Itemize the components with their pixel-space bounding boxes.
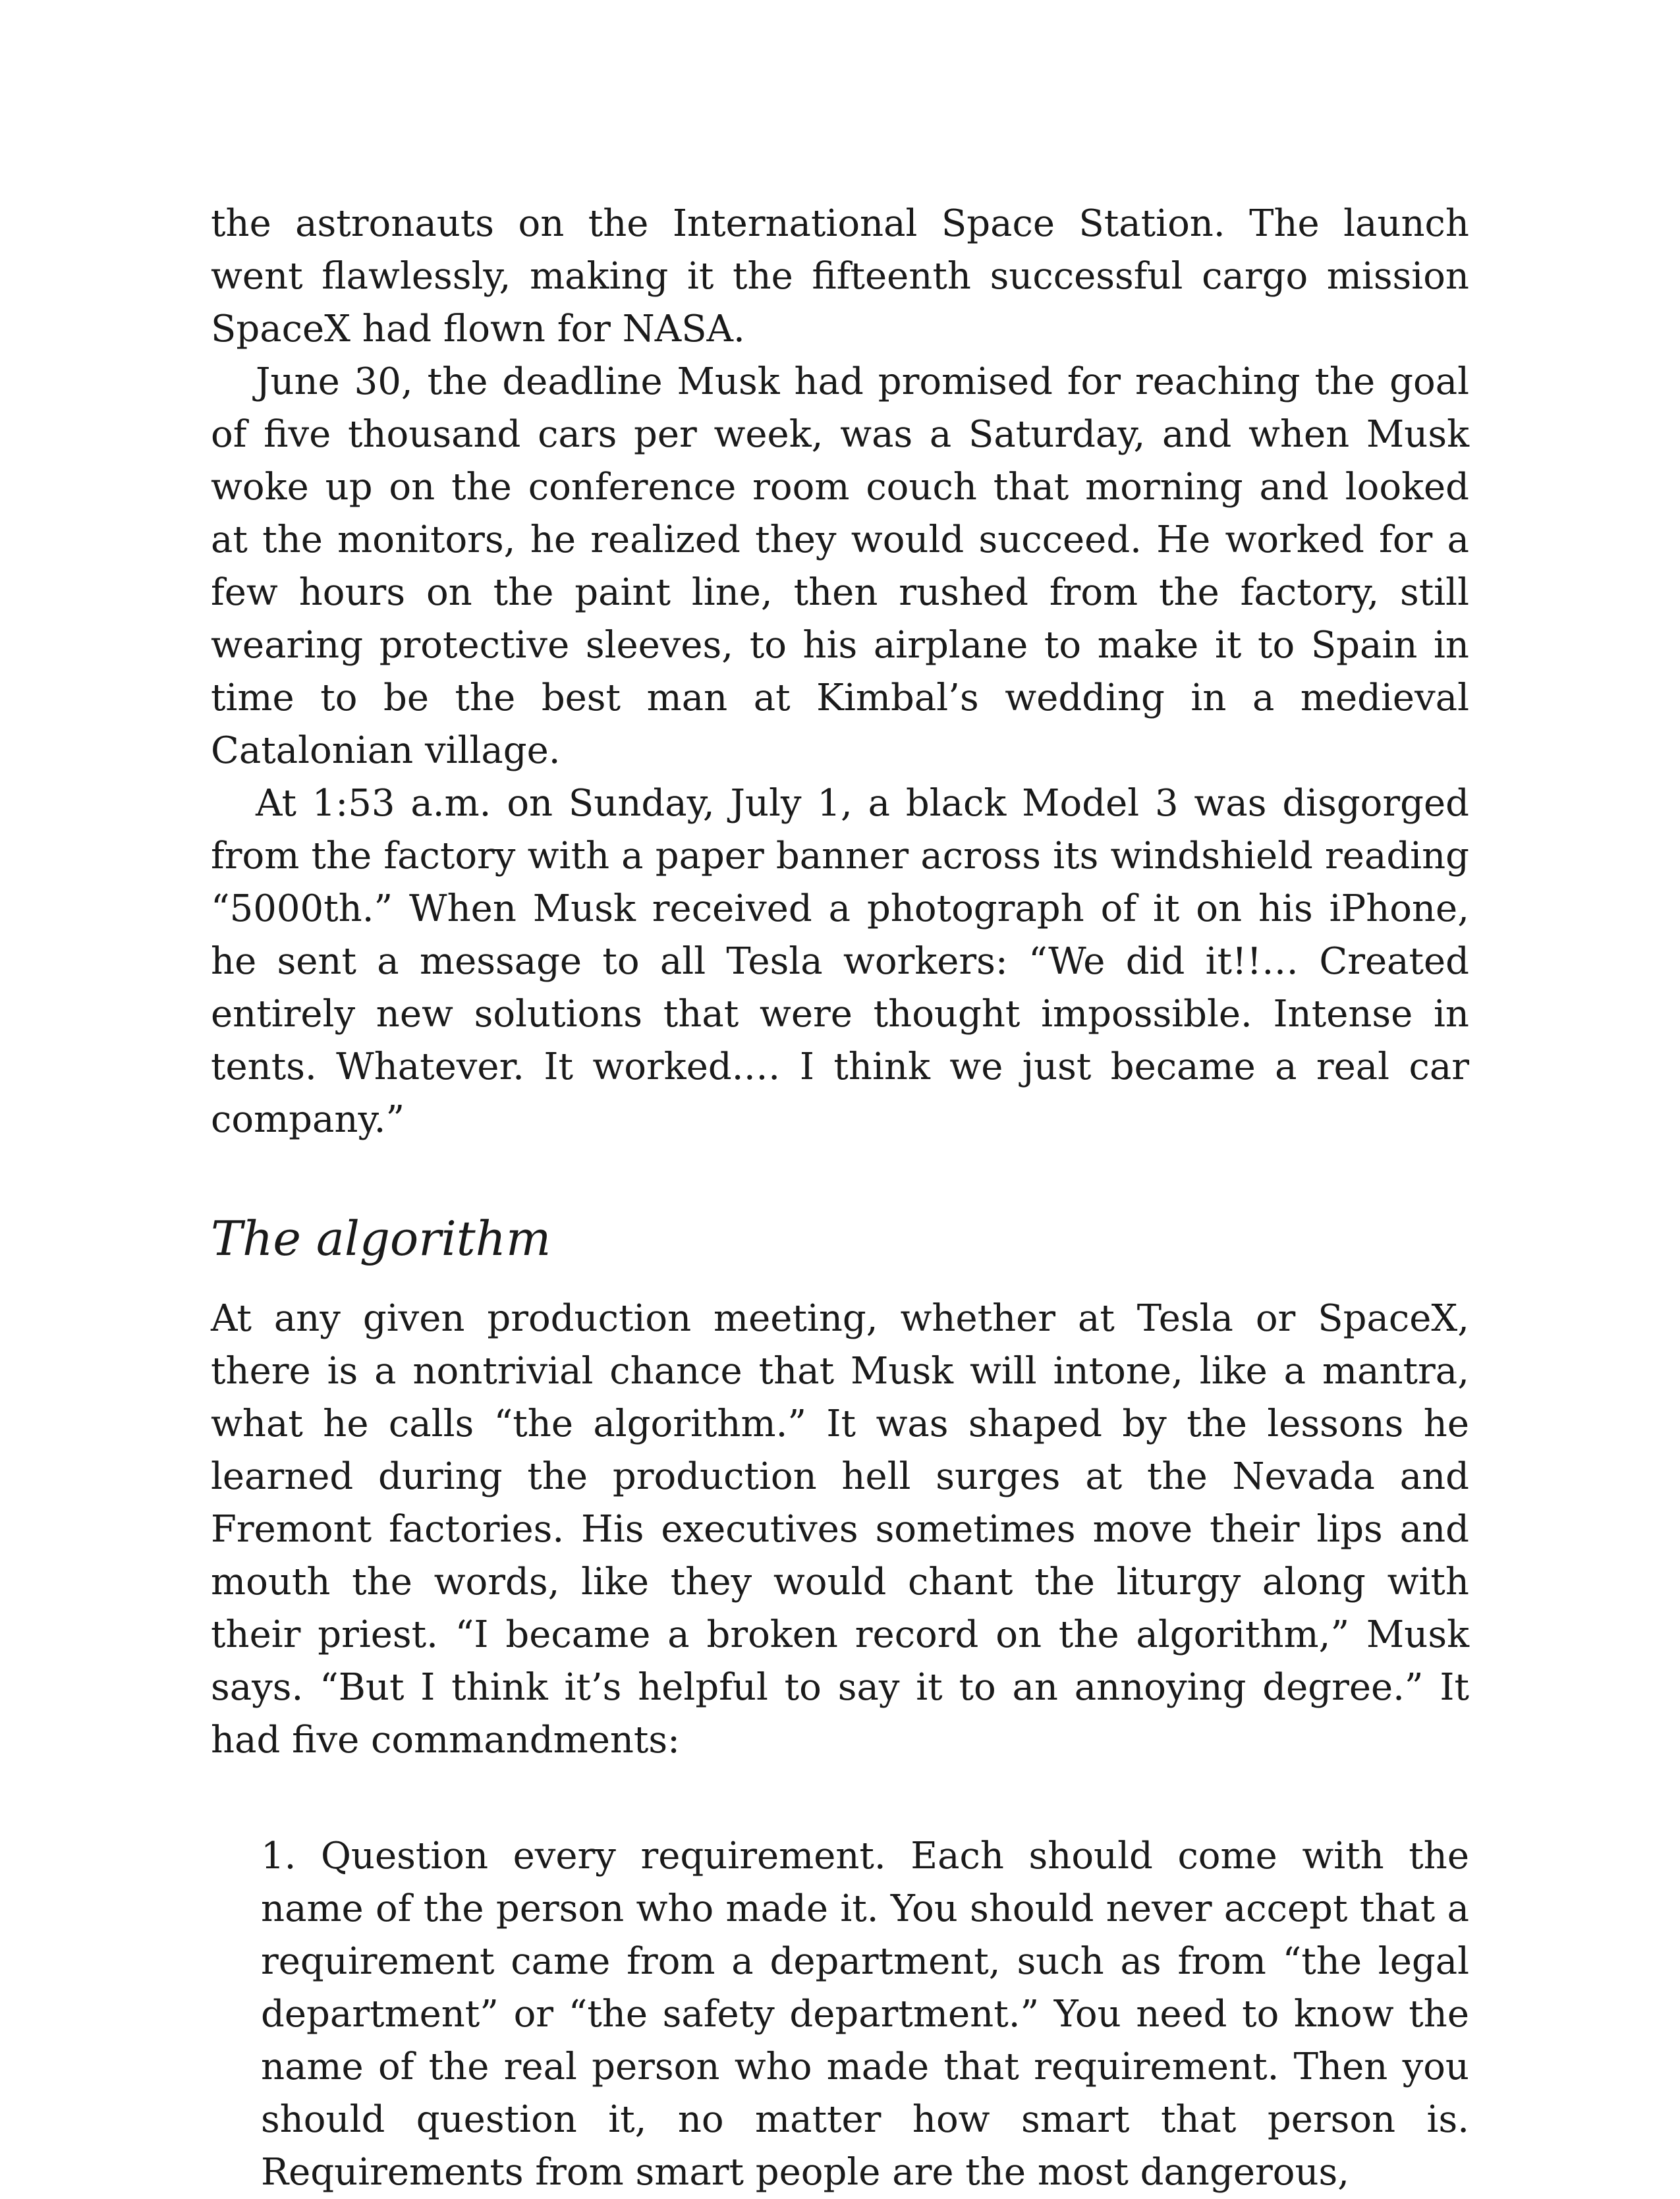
paragraph-algorithm-intro: At any given production meeting, whether at Tesla or SpaceX, there is a nontrivial chance that Musk will intone, like a mantra, what he calls “the algorithm.” It was shaped by the lessons he learned during the production hell surges at the Nevada and Fremont factories. His executives sometimes move their lips and mouth the words, like they would chant the liturgy along with their priest. “I became a broken record on the algorithm,” Musk says. “But I think it’s helpful to say it to an annoying degree.” It had five commandments: — [211, 1297, 1469, 1762]
list-item-1: 1. Question every requirement. Each should come with the name of the person who made it. You should never accept that a requirement came from a department, such as from “the legal department” or “the safety department.” You need to know the name of the real person who made that requirement. Then you should question it, no matter how smart that person is. Requirements from smart people are the most dangerous, — [261, 1835, 1469, 2194]
paragraph-july-1: At 1:53 a.m. on Sunday, July 1, a black Model 3 was disgorged from the factory with a paper banner across its windshield reading “5000th.” When Musk received a photograph of it on his iPhone, he sent a message to all Tesla workers: “We did it!!… Created entirely new solutions that were thought impossible. Intense in tents. Whatever. It worked.… I think we just became a real car company.” — [211, 782, 1469, 1141]
paragraph-june-30: June 30, the deadline Musk had promised for reaching the goal of five thousand cars per week, was a Saturday, and when Musk woke up on the conference room couch that morning and looked at the monitors, he realized they would succeed. He worked for a few hours on the paint line, then rushed from the factory, still wearing protective sleeves, to his airplane to make it to Spain in time to be the best man at Kimbal’s wedding in a medieval Catalonian village. — [211, 360, 1469, 772]
section-heading: The algorithm — [211, 1211, 551, 1266]
paragraph-continuation: the astronauts on the International Space Station. The launch went flawlessly, making it the fifteenth successful cargo mission SpaceX had flown for NASA. — [211, 202, 1469, 350]
document-page — [211, 198, 1469, 2199]
